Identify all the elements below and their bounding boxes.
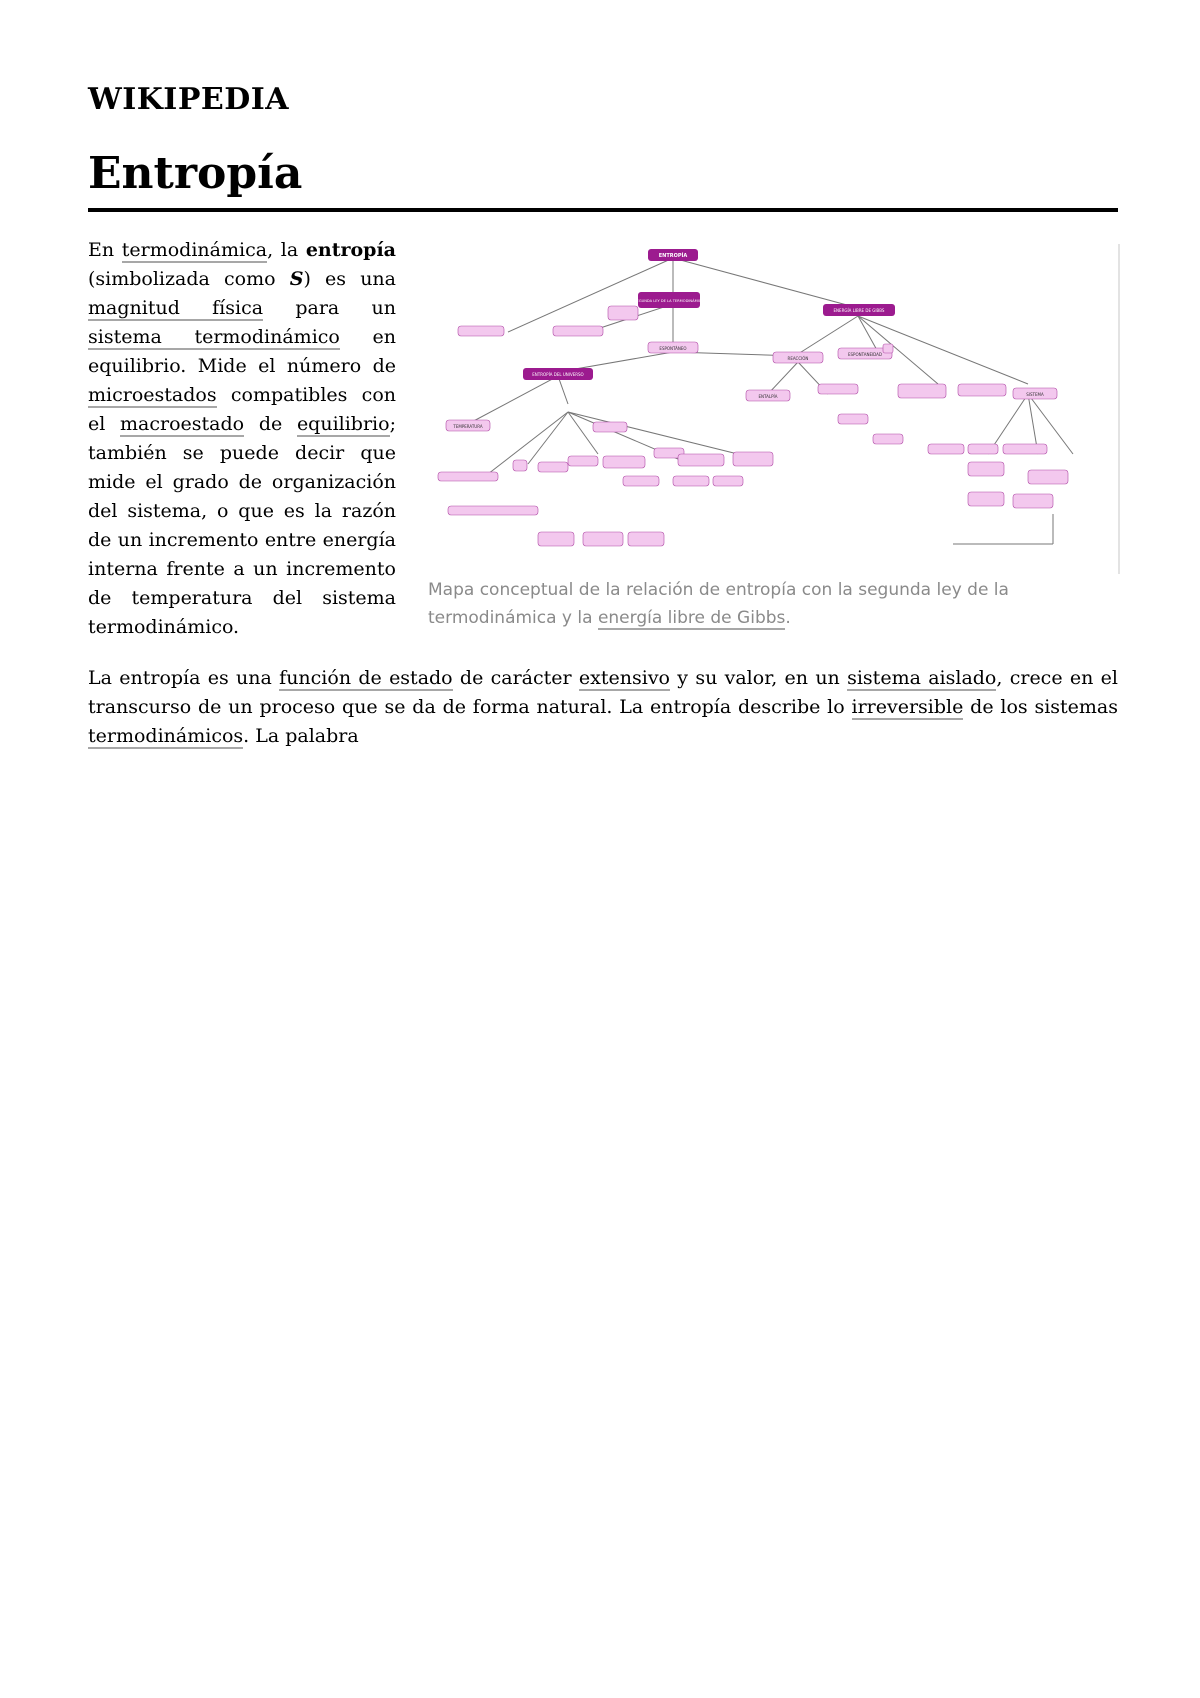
title-divider <box>88 208 1118 212</box>
link-extensivo[interactable]: extensivo <box>578 667 670 689</box>
text: ; también se puede decir que mide el grado de organización del sistema, o que es la razón de un incremento entre energía interna frente a un incremento de temperatura del sistema termodinámico. <box>88 413 396 638</box>
map-node-entalpia-label: ENTALPÍA <box>758 394 778 399</box>
article-content <box>88 236 1118 773</box>
text: de <box>244 413 297 435</box>
map-minor-nodes <box>438 306 1068 546</box>
paragraph-second <box>88 664 1118 751</box>
map-node-gibbs-label: ENERGÍA LIBRE DE GIBBS <box>833 308 885 313</box>
map-node-segunda-label: SEGUNDA LEY DE LA TERMODINÁMICA <box>634 299 704 303</box>
wikipedia-logo[interactable]: WIKIPEDIA <box>88 82 290 117</box>
link-irreversible[interactable]: irreversible <box>851 696 964 718</box>
link-macroestado[interactable]: macroestado <box>120 413 245 435</box>
link-termodinamicos[interactable]: termodinámicos <box>88 725 244 747</box>
link-energia-libre-de-gibbs[interactable]: energía libre de Gibbs <box>597 608 786 628</box>
text: en equilibrio. Mide el número de <box>88 326 396 377</box>
map-node-universo-label: ENTROPÍA DEL UNIVERSO <box>532 372 584 377</box>
link-equilibrio[interactable]: equilibrio <box>296 413 390 435</box>
map-node-temperatura-label: TEMPERATURA <box>453 424 483 429</box>
map-node-espontaneo-label: ESPONTÁNEO <box>659 346 687 351</box>
page-title: Entropía <box>88 148 303 199</box>
text: En <box>88 239 122 261</box>
map-node-reaccion-label: REACCIÓN <box>787 356 809 361</box>
map-node-sistema-label: SISTEMA <box>1026 392 1044 397</box>
link-magnitud-fisica[interactable]: magnitud física <box>88 297 264 319</box>
text: , crece en el transcurso de un proceso que se da de forma natural. La entropía describe lo <box>88 667 1118 718</box>
text: . La palabra <box>243 725 359 747</box>
caption-text-end: . <box>785 608 791 628</box>
figure-concept-map <box>428 244 1118 632</box>
text: de carácter <box>452 667 579 689</box>
map-node-espontaneidad-label: ESPONTANEIDAD <box>847 352 883 357</box>
caption-text: Mapa conceptual de la relación de entropía con la segunda ley de la termodinámica y la <box>428 580 1009 628</box>
symbol-s: S <box>289 268 304 290</box>
text: para un <box>263 297 396 319</box>
text: y su valor, en un <box>670 667 848 689</box>
link-sistema-termodinamico[interactable]: sistema termodinámico <box>88 326 340 348</box>
link-sistema-aislado[interactable]: sistema aislado <box>847 667 997 689</box>
figure-caption <box>428 576 1118 632</box>
text: ) es una <box>303 268 396 290</box>
map-node-root-label: ENTROPÍA <box>658 253 688 259</box>
text: La entropía es una <box>88 667 280 689</box>
text: (simbolizada como <box>88 268 290 290</box>
text: compatibles con el <box>88 384 396 435</box>
text: de los sistemas <box>963 696 1118 718</box>
text: , la <box>267 239 306 261</box>
link-termodinamica[interactable]: termodinámica <box>121 239 268 261</box>
bold-term: entropía <box>305 239 396 261</box>
link-funcion-de-estado[interactable]: función de estado <box>279 667 453 689</box>
concept-map-image[interactable] <box>428 244 1120 574</box>
link-microestados[interactable]: microestados <box>88 384 217 406</box>
